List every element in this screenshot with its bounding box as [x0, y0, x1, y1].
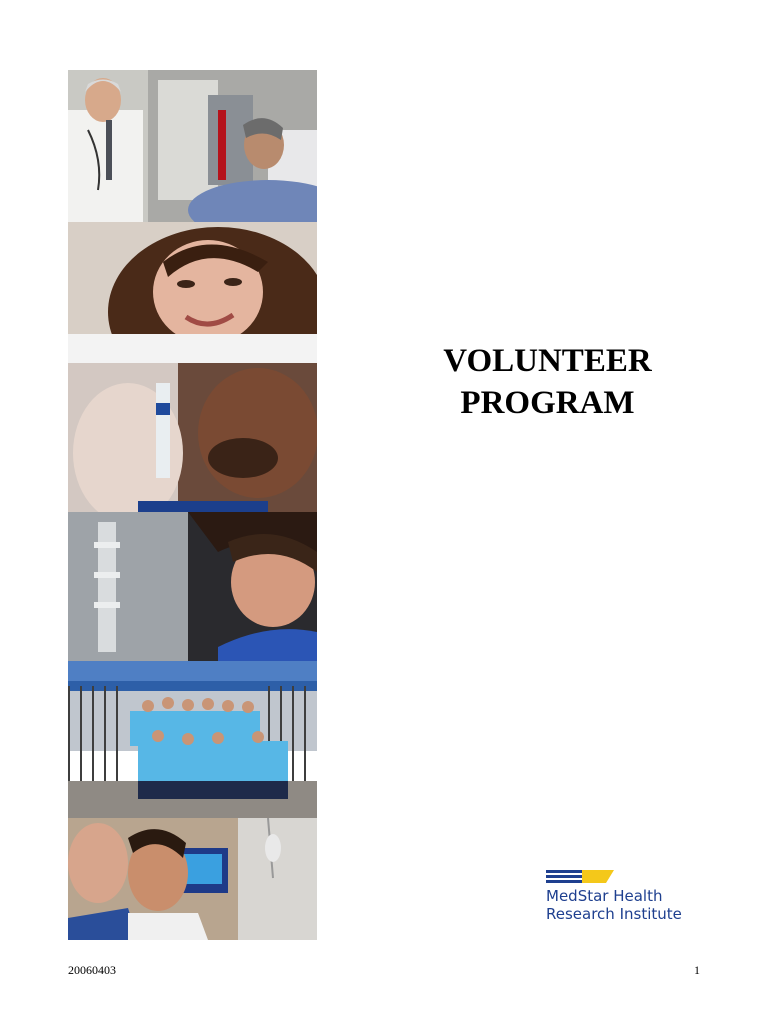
volunteer-group-photo — [68, 661, 317, 818]
logo-text — [546, 887, 682, 923]
document-title — [400, 340, 695, 424]
medstar-logo — [546, 870, 706, 925]
logo-line-1: MedStar Health — [546, 887, 663, 905]
logo-line-2: Research Institute — [546, 905, 682, 923]
lab-vial-photo — [68, 363, 317, 512]
photo-strip — [68, 70, 317, 940]
title-line-1: VOLUNTEER — [443, 343, 652, 379]
doctor-with-dialysis-patient-photo — [68, 70, 317, 222]
smiling-woman-photo — [68, 222, 317, 363]
page-number: 1 — [694, 963, 700, 977]
medstar-stripes-icon — [546, 870, 616, 886]
document-number: 20060403 — [68, 963, 116, 977]
xray-review-photo — [68, 512, 317, 661]
title-line-2: PROGRAM — [460, 385, 635, 421]
clinicians-monitor-photo — [68, 818, 317, 940]
